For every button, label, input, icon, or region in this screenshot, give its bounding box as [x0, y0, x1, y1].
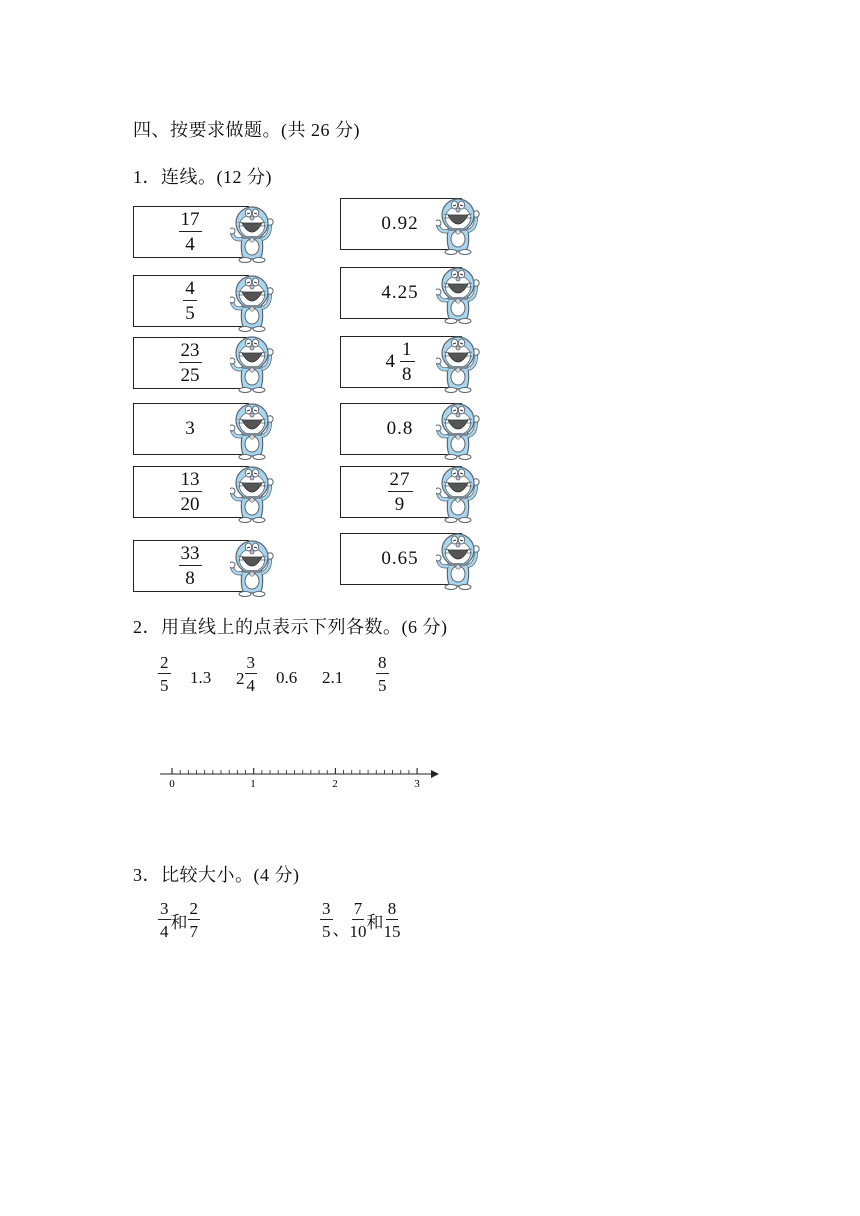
doraemon-icon — [436, 195, 482, 257]
left-card-4[interactable]: 3 — [133, 403, 249, 455]
q2-decimal-3: 2.1 — [322, 668, 344, 687]
doraemon-icon — [230, 272, 276, 334]
axis-label: 1 — [250, 778, 256, 790]
fraction: $\frac{23}{25}$ — [180, 340, 200, 386]
doraemon-icon — [436, 530, 482, 592]
right-card-6[interactable]: 0.65 — [340, 533, 462, 585]
doraemon-icon — [436, 463, 482, 525]
fraction: $\frac{17}{4}$ — [180, 209, 200, 255]
doraemon-icon — [230, 400, 276, 462]
axis-label: 3 — [414, 778, 420, 790]
q2-mixed-number: 2 $\frac{3}{4}$ — [236, 653, 255, 695]
doraemon-icon — [436, 400, 482, 462]
number-line[interactable] — [155, 760, 445, 796]
right-card-3[interactable]: 4 $\frac{1}{8}$ — [340, 336, 462, 388]
q1-title: 1．连线。(12 分) — [133, 167, 272, 187]
q2-title: 2．用直线上的点表示下列各数。(6 分) — [133, 617, 448, 637]
doraemon-icon — [230, 333, 276, 395]
right-card-1[interactable]: 0.92 — [340, 198, 462, 250]
q2-fraction-2: $\frac{8}{5}$ — [378, 653, 387, 695]
fraction: $\frac{4}{5}$ — [185, 278, 195, 324]
doraemon-icon — [436, 333, 482, 395]
axis-label: 0 — [169, 778, 175, 790]
arrow-right-icon — [431, 770, 439, 778]
axis-label: 2 — [332, 778, 338, 790]
doraemon-icon — [230, 203, 276, 265]
q2-decimal-1: 1.3 — [190, 668, 212, 687]
fraction: $\frac{13}{20}$ — [180, 469, 200, 515]
q2-fraction-1: $\frac{2}{5}$ — [160, 653, 169, 695]
doraemon-icon — [230, 537, 276, 599]
right-card-2[interactable]: 4.25 — [340, 267, 462, 319]
fraction: $\frac{1}{8}$ — [402, 339, 413, 385]
doraemon-icon — [436, 264, 482, 326]
q3-compare-1: $\frac{3}{4}$ 和 $\frac{2}{7}$ — [160, 899, 198, 941]
fraction: $\frac{33}{8}$ — [180, 543, 200, 589]
fraction: $\frac{27}{9}$ — [389, 469, 411, 515]
section-title: 四、按要求做题。(共 26 分) — [133, 120, 360, 140]
q3-compare-2: $\frac{3}{5}$ 、 $\frac{7}{10}$ 和 $\frac{8}{15}$ — [322, 899, 401, 941]
right-card-4[interactable]: 0.8 — [340, 403, 462, 455]
q2-decimal-2: 0.6 — [276, 668, 298, 687]
q3-title: 3．比较大小。(4 分) — [133, 865, 300, 885]
doraemon-icon — [230, 463, 276, 525]
